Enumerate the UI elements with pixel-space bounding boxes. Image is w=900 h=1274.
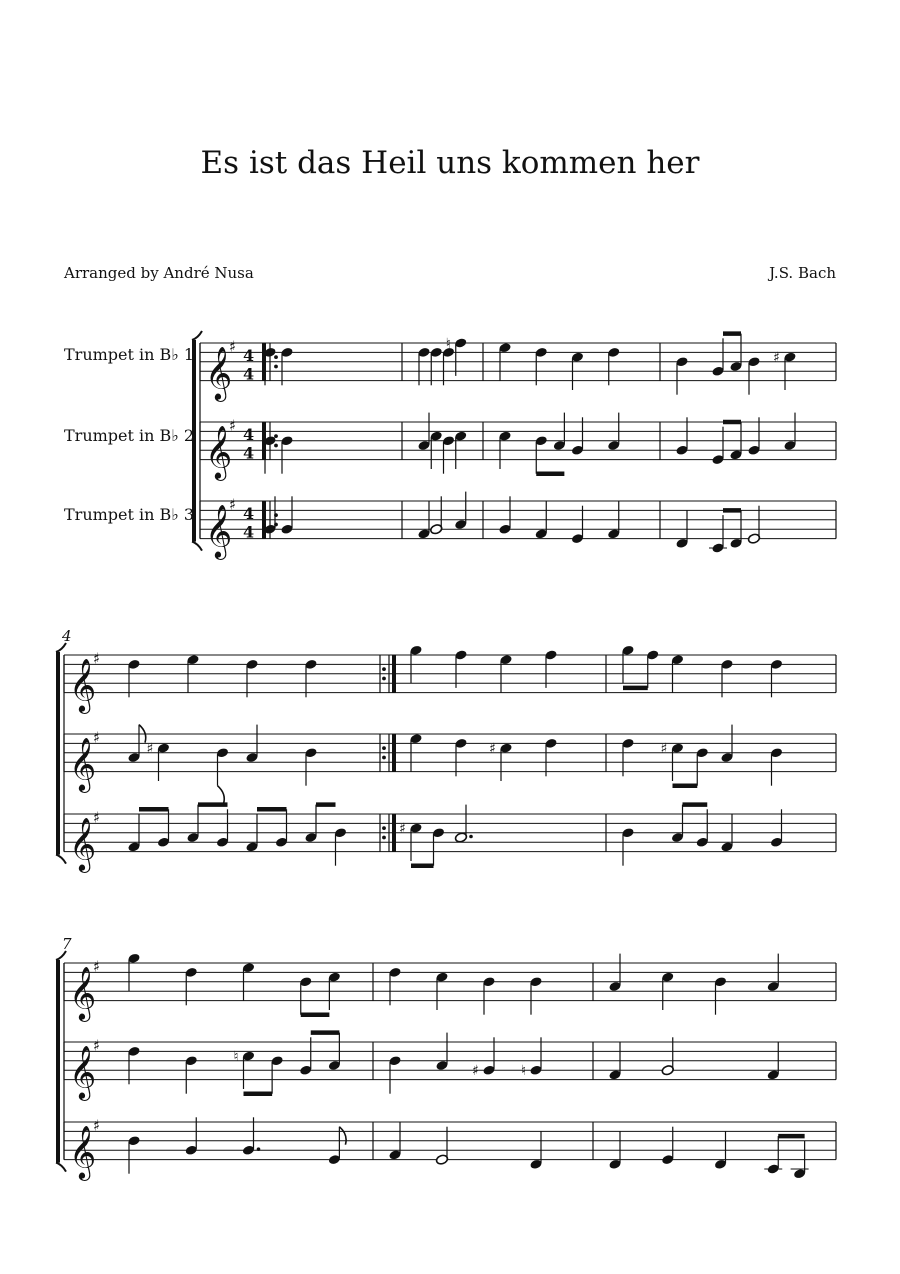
system-bracket — [56, 855, 66, 864]
time-signature-top: 4 — [243, 503, 255, 523]
system-bracket — [56, 1163, 66, 1172]
treble-clef-icon: 𝄞 — [69, 965, 97, 1020]
repeat-dot — [274, 444, 278, 448]
augmentation-dot — [257, 1147, 261, 1151]
system-bracket — [192, 331, 202, 340]
arranger-credit: Arranged by André Nusa — [64, 264, 254, 282]
system-bracket — [192, 542, 202, 551]
treble-clef-icon: 𝄞 — [69, 1044, 97, 1099]
treble-clef-icon: 𝄞 — [205, 424, 233, 479]
key-signature-sharp: ♯ — [93, 1036, 101, 1055]
note-flag — [218, 786, 225, 804]
piece-title: Es ist das Heil uns kommen her — [200, 145, 700, 181]
key-signature-sharp: ♯ — [93, 808, 101, 827]
treble-clef-icon: 𝄞 — [205, 503, 233, 558]
repeat-dot — [382, 667, 386, 671]
time-signature-bottom: 4 — [243, 364, 255, 384]
augmentation-dot — [469, 835, 473, 839]
time-signature-top: 4 — [243, 345, 255, 365]
time-signature-bottom: 4 — [243, 522, 255, 542]
key-signature-sharp: ♯ — [93, 728, 101, 747]
repeat-dot — [382, 836, 386, 840]
time-signature-bottom: 4 — [243, 443, 255, 463]
treble-clef-icon: 𝄞 — [69, 1124, 97, 1179]
measure-number: 4 — [62, 627, 72, 645]
repeat-dot — [274, 523, 278, 527]
instrument-label-trumpet-1: Trumpet in B♭ 1 — [64, 345, 195, 364]
accidental-sharp: ♯ — [660, 741, 668, 758]
repeat-dot — [274, 434, 278, 438]
repeat-dot — [382, 756, 386, 760]
measure-number: 7 — [62, 935, 72, 953]
treble-clef-icon: 𝄞 — [69, 657, 97, 712]
repeat-dot — [274, 513, 278, 517]
repeat-dot — [274, 365, 278, 369]
accidental-sharp: ♯ — [472, 1063, 479, 1080]
repeat-dot — [382, 677, 386, 681]
time-signature-top: 4 — [243, 424, 255, 444]
key-signature-sharp: ♯ — [229, 416, 237, 435]
key-signature-sharp: ♯ — [93, 957, 101, 976]
repeat-dot — [382, 826, 386, 830]
instrument-label-trumpet-2: Trumpet in B♭ 2 — [64, 426, 195, 445]
accidental-sharp: ♯ — [773, 350, 780, 367]
accidental-sharp: ♯ — [146, 741, 154, 758]
key-signature-sharp: ♯ — [93, 649, 101, 668]
accidental-natural: ♮ — [521, 1063, 527, 1080]
repeat-dot — [382, 746, 386, 750]
key-signature-sharp: ♯ — [229, 495, 237, 514]
treble-clef-icon: 𝄞 — [69, 816, 97, 871]
repeat-dot — [274, 355, 278, 359]
note-flag — [339, 1127, 346, 1145]
accidental-sharp: ♯ — [399, 821, 406, 838]
instrument-label-trumpet-3: Trumpet in B♭ 3 — [64, 505, 195, 524]
accidental-natural: ♮ — [445, 336, 451, 352]
accidental-natural: ♮ — [233, 1049, 239, 1066]
key-signature-sharp: ♯ — [93, 1116, 101, 1135]
treble-clef-icon: 𝄞 — [69, 736, 97, 791]
composer-credit: J.S. Bach — [769, 264, 836, 282]
key-signature-sharp: ♯ — [229, 337, 237, 356]
treble-clef-icon: 𝄞 — [205, 345, 233, 400]
accidental-sharp: ♯ — [489, 741, 496, 758]
